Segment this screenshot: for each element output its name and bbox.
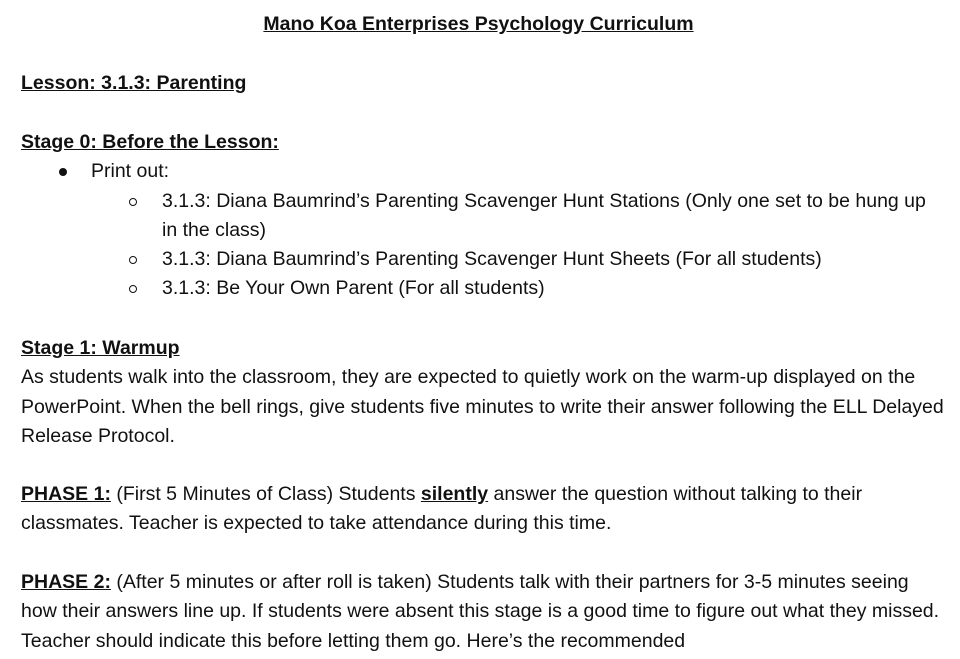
phase1-paragraph (21, 480, 946, 539)
document-title: Mano Koa Enterprises Psychology Curriculum (263, 13, 694, 35)
list-item (21, 274, 946, 303)
list-item (21, 187, 946, 246)
list-item-label: Print out: (91, 160, 170, 183)
stage1-heading: Stage 1: Warmup (21, 337, 180, 359)
stage0-heading: Stage 0: Before the Lesson: (21, 131, 279, 153)
stage1-paragraph: As students walk into the classroom, they are expected to quietly work on the warm-up displayed on the PowerPoint. When the bell rings, give students five minutes to write their answer following the ELL Delayed Release Protocol. (21, 366, 944, 447)
phase1-label: PHASE 1: (21, 483, 111, 505)
stage1-section (21, 334, 946, 451)
bullet-dot-icon (59, 168, 67, 176)
list-item-label: 3.1.3: Diana Baumrind’s Parenting Scavenger Hunt Stations (Only one set to be hung up in the class) (162, 189, 926, 241)
phase1-emphasis: silently (420, 483, 489, 505)
list-item (21, 245, 946, 274)
phase2-label: PHASE 2: (21, 571, 111, 593)
hollow-bullet-icon (129, 198, 137, 206)
phase2-text: (After 5 minutes or after roll is taken) Students talk with their partners for 3-5 minutes seeing how their answers line up. If students were absent this stage is a good time to figure out what they missed. Teacher should indicate this before letting them go. Here’s the recommended (21, 571, 940, 652)
phase2-section (21, 568, 946, 656)
print-out-sublist (21, 187, 946, 304)
phase2-paragraph (21, 568, 946, 656)
stage0-list (21, 157, 946, 186)
lesson-heading: Lesson: 3.1.3: Parenting (21, 72, 247, 94)
phase1-section (21, 480, 946, 539)
phase1-text-after: answer the question without talking to their classmates. Teacher is expected to take attendance during this time. (21, 483, 863, 535)
lesson-section (21, 69, 946, 98)
phase1-text-before: (First 5 Minutes of Class) Students (110, 483, 421, 505)
list-item-print-out (21, 157, 946, 186)
list-item-label: 3.1.3: Be Your Own Parent (For all students) (162, 277, 545, 300)
list-item-label: 3.1.3: Diana Baumrind’s Parenting Scavenger Hunt Sheets (For all students) (162, 248, 822, 271)
hollow-bullet-icon (129, 285, 137, 293)
hollow-bullet-icon (129, 256, 137, 264)
stage0-section (21, 128, 946, 304)
